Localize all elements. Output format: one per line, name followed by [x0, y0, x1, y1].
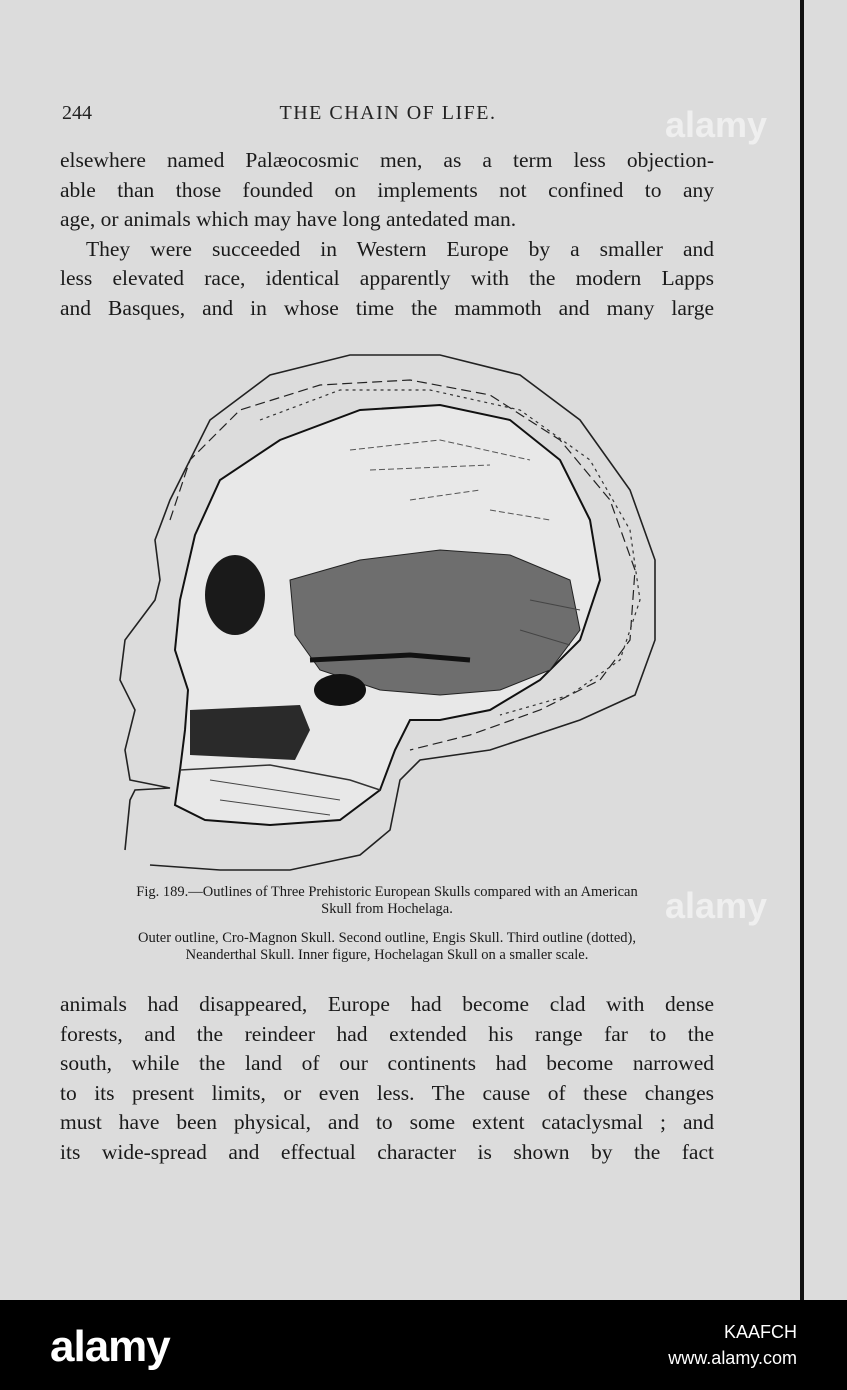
- page-edge-line: [800, 0, 804, 1300]
- paragraph-bottom: [60, 990, 714, 1167]
- text-line: animals had disappeared, Europe had become clad with dense: [60, 992, 714, 1016]
- figure-legend: [60, 930, 714, 964]
- footer-bar: [0, 1300, 847, 1390]
- eye-socket: [205, 555, 265, 635]
- text-line: must have been physical, and to some extent cataclysmal ; and: [60, 1110, 714, 1134]
- page-number: 244: [62, 102, 92, 124]
- running-head: [62, 102, 714, 130]
- caption-title-line: Skull from Hochelaga.: [321, 901, 453, 917]
- brand-logo: alamy: [50, 1322, 170, 1371]
- text-line: south, while the land of our continents had become narrowed: [60, 1051, 714, 1075]
- text-line: to its present limits, or even less. The cause of these changes: [60, 1080, 714, 1105]
- site-url: www.alamy.com: [668, 1348, 797, 1368]
- paragraph-top: [60, 146, 714, 323]
- running-title: THE CHAIN OF LIFE.: [279, 102, 497, 124]
- text-line: age, or animals which may have long antedated man.: [60, 207, 517, 231]
- image-id: KAAFCH: [723, 1322, 797, 1342]
- ear-opening: [314, 674, 366, 706]
- caption-legend-line: Neanderthal Skull. Inner figure, Hochelagan Skull on a smaller scale.: [185, 947, 589, 963]
- text-line: less elevated race, identical apparently with the modern Lapps: [60, 266, 714, 290]
- skull-figure: [110, 350, 670, 880]
- figure-caption: [60, 884, 714, 918]
- teeth-row: [190, 705, 310, 760]
- text-line: able than those founded on implements not confined to any: [60, 177, 714, 202]
- text-line: forests, and the reindeer had extended his range far to the: [60, 1021, 714, 1046]
- caption-title-line: Fig. 189.—Outlines of Three Prehistoric European Skulls compared with an American: [136, 884, 638, 900]
- text-line: its wide-spread and effectual character is shown by the fact: [60, 1139, 714, 1164]
- text-line: and Basques, and in whose time the mammoth and many large: [60, 295, 714, 320]
- watermark-logo: alamy: [665, 885, 768, 926]
- text-line: They were succeeded in Western Europe by a smaller and: [86, 236, 714, 261]
- text-line: elsewhere named Palæocosmic men, as a term less objection-: [60, 148, 714, 172]
- watermark-logo: alamy: [665, 104, 768, 145]
- hochelagan-skull: [175, 405, 600, 825]
- caption-legend-line: Outer outline, Cro-Magnon Skull. Second outline, Engis Skull. Third outline (dotted),: [138, 930, 636, 946]
